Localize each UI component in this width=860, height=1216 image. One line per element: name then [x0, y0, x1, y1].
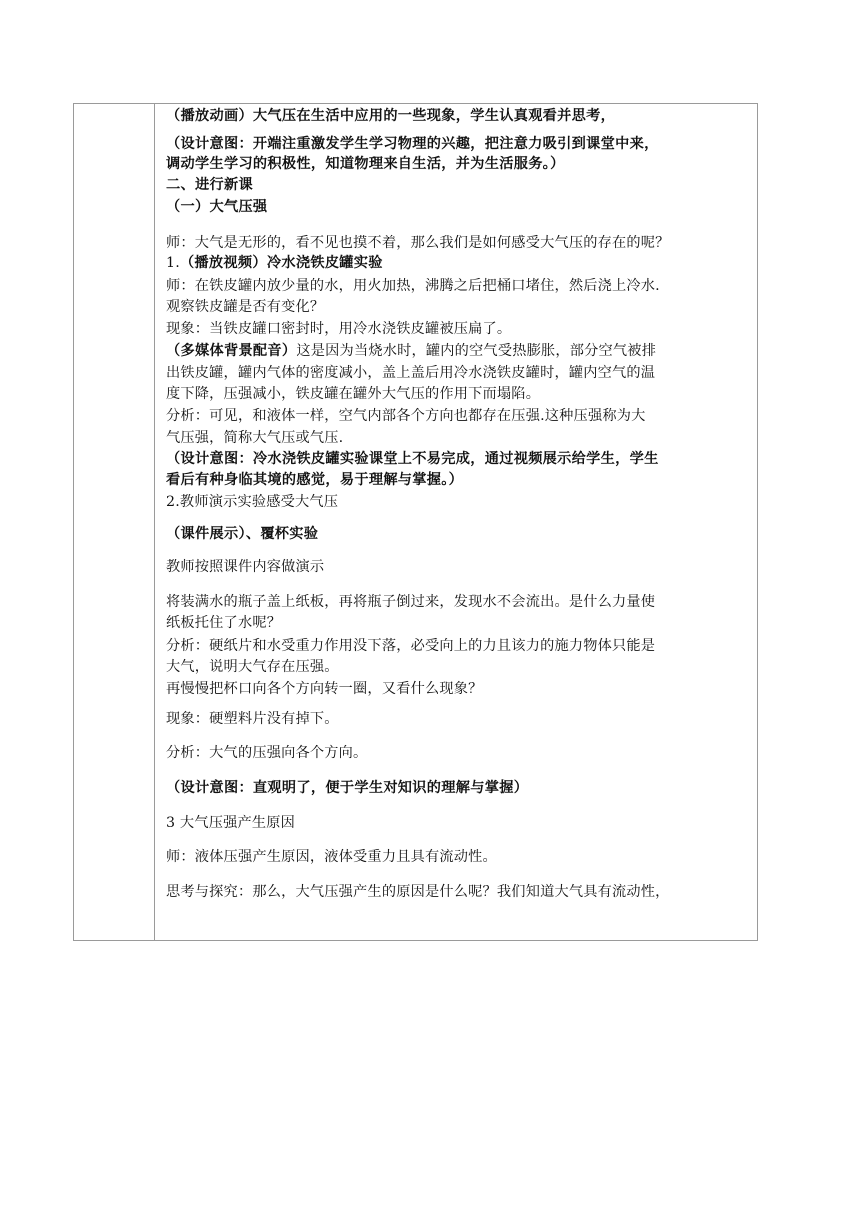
text-line: 师：大气是无形的，看不见也摸不着，那么我们是如何感受大气压的存在的呢？: [166, 235, 670, 251]
column-divider: [154, 104, 155, 940]
text-line: 分析：大气的压强向各个方向。: [166, 745, 368, 761]
text-line: （设计意图：开端注重激发学生学习物理的兴趣，把注意力吸引到课堂中来，: [166, 136, 659, 152]
text-line: （播放动画）大气压在生活中应用的一些现象，学生认真观看并思考，: [166, 108, 616, 124]
text-line: 将装满水的瓶子盖上纸板，再将瓶子倒过来，发现水不会流出。是什么力量使: [166, 594, 656, 610]
text-line: 现象：硬塑料片没有掉下。: [166, 711, 339, 727]
text-line: 师：液体压强产生原因，液体受重力且具有流动性。: [166, 849, 497, 865]
text-line: 观察铁皮罐是否有变化？: [166, 299, 325, 315]
text-line: 再慢慢把杯口向各个方向转一圈，又看什么现象？: [166, 681, 483, 697]
text-line: 气压强，简称大气压或气压.: [166, 430, 344, 446]
text-line: 大气，说明大气存在压强。: [166, 659, 339, 675]
step-number: 1.: [166, 255, 180, 271]
subsection-heading: （一）大气压强: [166, 199, 268, 215]
text-line: [166, 341, 756, 361]
text-line: 思考与探究：那么，大气压强产生的原因是什么呢？我们知道大气具有流动性，: [166, 884, 670, 900]
text-line: 度下降，压强减小，铁皮罐在罐外大气压的作用下而塌陷。: [166, 386, 541, 402]
text-line: 3 大气压强产生原因: [166, 815, 296, 831]
lesson-table: [73, 103, 758, 941]
text-line: 纸板托住了水呢？: [166, 615, 282, 631]
text-line: 2.教师演示实验感受大气压: [166, 494, 339, 510]
design-intent: 看后有种身临其境的感觉，易于理解与掌握。）: [166, 472, 464, 488]
design-intent: （设计意图：冷水浇铁皮罐实验课堂上不易完成，通过视频展示给学生，学生: [166, 451, 659, 467]
text-line: 教师按照课件内容做演示: [166, 559, 325, 575]
design-intent: （设计意图：直观明了，便于学生对知识的理解与掌握）: [166, 780, 529, 796]
inline-bold-label: （多媒体背景配音）: [166, 343, 297, 359]
section-heading: 二、进行新课: [166, 177, 253, 193]
text-line: 出铁皮罐，罐内气体的密度减小，盖上盖后用冷水浇铁皮罐时，罐内空气的温: [166, 365, 656, 381]
text-line: [166, 253, 756, 273]
text-line: 现象：当铁皮罐口密封时，用冷水浇铁皮罐被压扁了。: [166, 321, 512, 337]
step-title: （播放视频）冷水浇铁皮罐实验: [179, 255, 383, 271]
text-line: 调动学生学习的积极性，知道物理来自生活，并为生活服务。）: [166, 156, 565, 172]
text-line: 分析：可见，和液体一样，空气内部各个方向也都存在压强.这种压强称为大: [166, 408, 646, 424]
text-line: （课件展示）、覆杯实验: [166, 526, 319, 542]
text-line: 分析：硬纸片和水受重力作用没下落，必受向上的力且该力的施力物体只能是: [166, 638, 656, 654]
inline-text: 这是因为当烧水时，罐内的空气受热膨胀，部分空气被排: [296, 343, 657, 359]
text-line: 师：在铁皮罐内放少量的水，用火加热，沸腾之后把桶口堵住，然后浇上冷水.: [166, 278, 660, 294]
